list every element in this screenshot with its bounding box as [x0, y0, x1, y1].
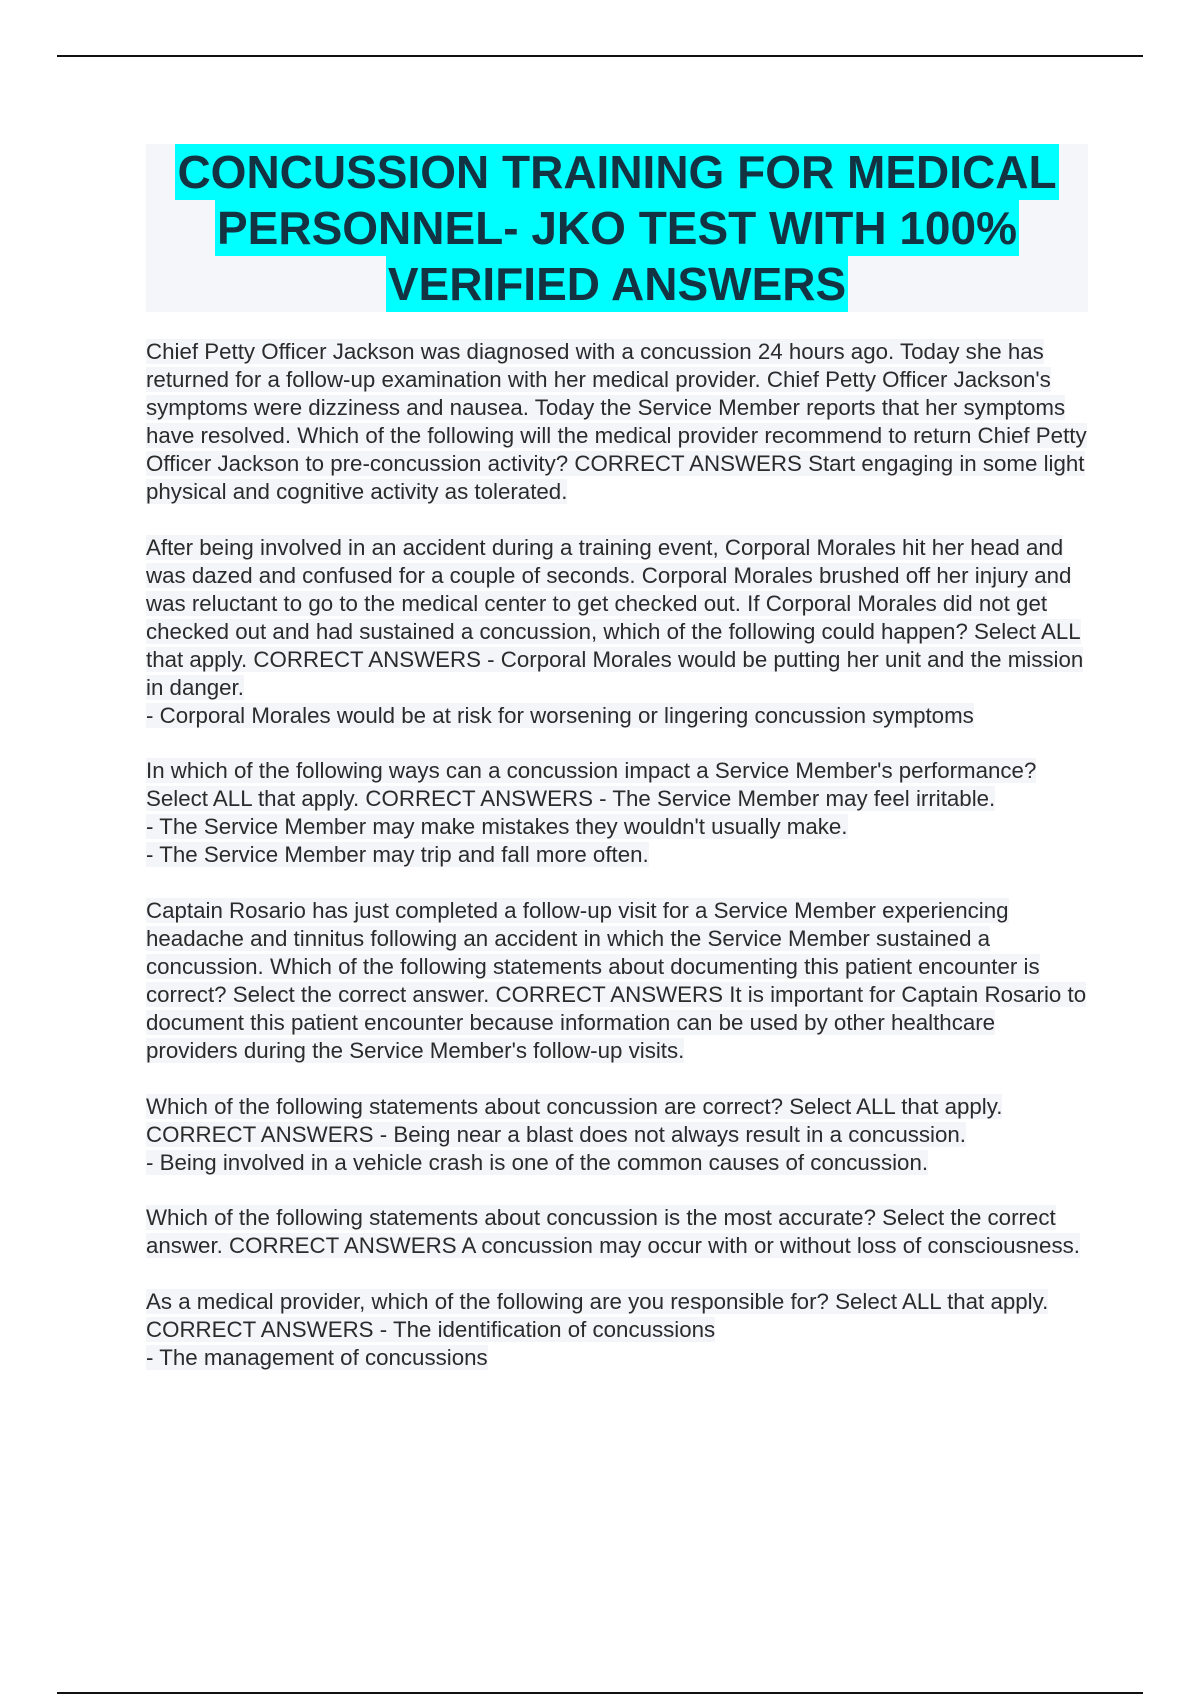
qa-item: [146, 757, 1090, 869]
answer-bullet: - Corporal Morales would be at risk for worsening or lingering concussion symptoms: [146, 702, 974, 728]
question-text: Captain Rosario has just completed a follow-up visit for a Service Member experiencing headache and tinnitus following an accident in which the Service Member sustained a concussion. Which of the following statements about documenting this patient encounter is correct? Select the correct answer. CORRECT ANSWERS It is important for Captain Rosario to document this patient encounter because information can be used by other healthcare providers during the Service Member's follow-up visits.: [146, 898, 1087, 1064]
qa-item: [146, 897, 1090, 1065]
question-text: Chief Petty Officer Jackson was diagnosed with a concussion 24 hours ago. Today she has returned for a follow-up examination with her medical provider. Chief Petty Officer Jackson's symptoms were dizziness and nausea. Today the Service Member reports that her symptoms have resolved. Which of the following will the medical provider recommend to return Chief Petty Officer Jackson to pre-concussion activity? CORRECT ANSWERS Start engaging in some light physical and cognitive activity as tolerated.: [146, 339, 1087, 504]
question-text: Which of the following statements about concussion are correct? Select ALL that apply. CORRECT ANSWERS - Being near a blast does not always result in a concussion.: [146, 1093, 1003, 1147]
title-line-3: VERIFIED ANSWERS: [387, 258, 847, 310]
question-text: Which of the following statements about concussion is the most accurate? Select the correct answer. CORRECT ANSWERS A concussion may occur with or without loss of consciousness.: [146, 1205, 1080, 1259]
qa-item: [146, 534, 1090, 730]
qa-item: [146, 338, 1090, 506]
answer-bullet: - The Service Member may trip and fall more often.: [146, 842, 649, 868]
qa-item: [146, 1204, 1090, 1260]
question-text: As a medical provider, which of the following are you responsible for? Select ALL that apply. CORRECT ANSWERS - The identification of concussions: [146, 1289, 1049, 1343]
qa-list: [146, 338, 1090, 1400]
title-line-2: PERSONNEL- JKO TEST WITH 100%: [216, 202, 1017, 254]
page-title: [146, 144, 1088, 312]
header-rule: [57, 55, 1143, 57]
footer-rule: [57, 1692, 1143, 1694]
qa-item: [146, 1288, 1090, 1372]
question-text: After being involved in an accident during a training event, Corporal Morales hit her head and was dazed and confused for a couple of seconds. Corporal Morales brushed off her injury and was reluctant to go to the medical center to get checked out. If Corporal Morales did not get checked out and had sustained a concussion, which of the following could happen? Select ALL that apply. CORRECT ANSWERS - Corporal Morales would be putting her unit and the mission in danger.: [146, 534, 1084, 700]
question-text: In which of the following ways can a concussion impact a Service Member's performance? Select ALL that apply. CORRECT ANSWERS - The Service Member may feel irritable.: [146, 758, 1037, 812]
title-line-1: CONCUSSION TRAINING FOR MEDICAL: [177, 146, 1057, 198]
answer-bullet: - Being involved in a vehicle crash is one of the common causes of concussion.: [146, 1149, 929, 1175]
answer-bullet: - The Service Member may make mistakes they wouldn't usually make.: [146, 814, 848, 840]
answer-bullet: - The management of concussions: [146, 1345, 488, 1371]
qa-item: [146, 1093, 1090, 1177]
